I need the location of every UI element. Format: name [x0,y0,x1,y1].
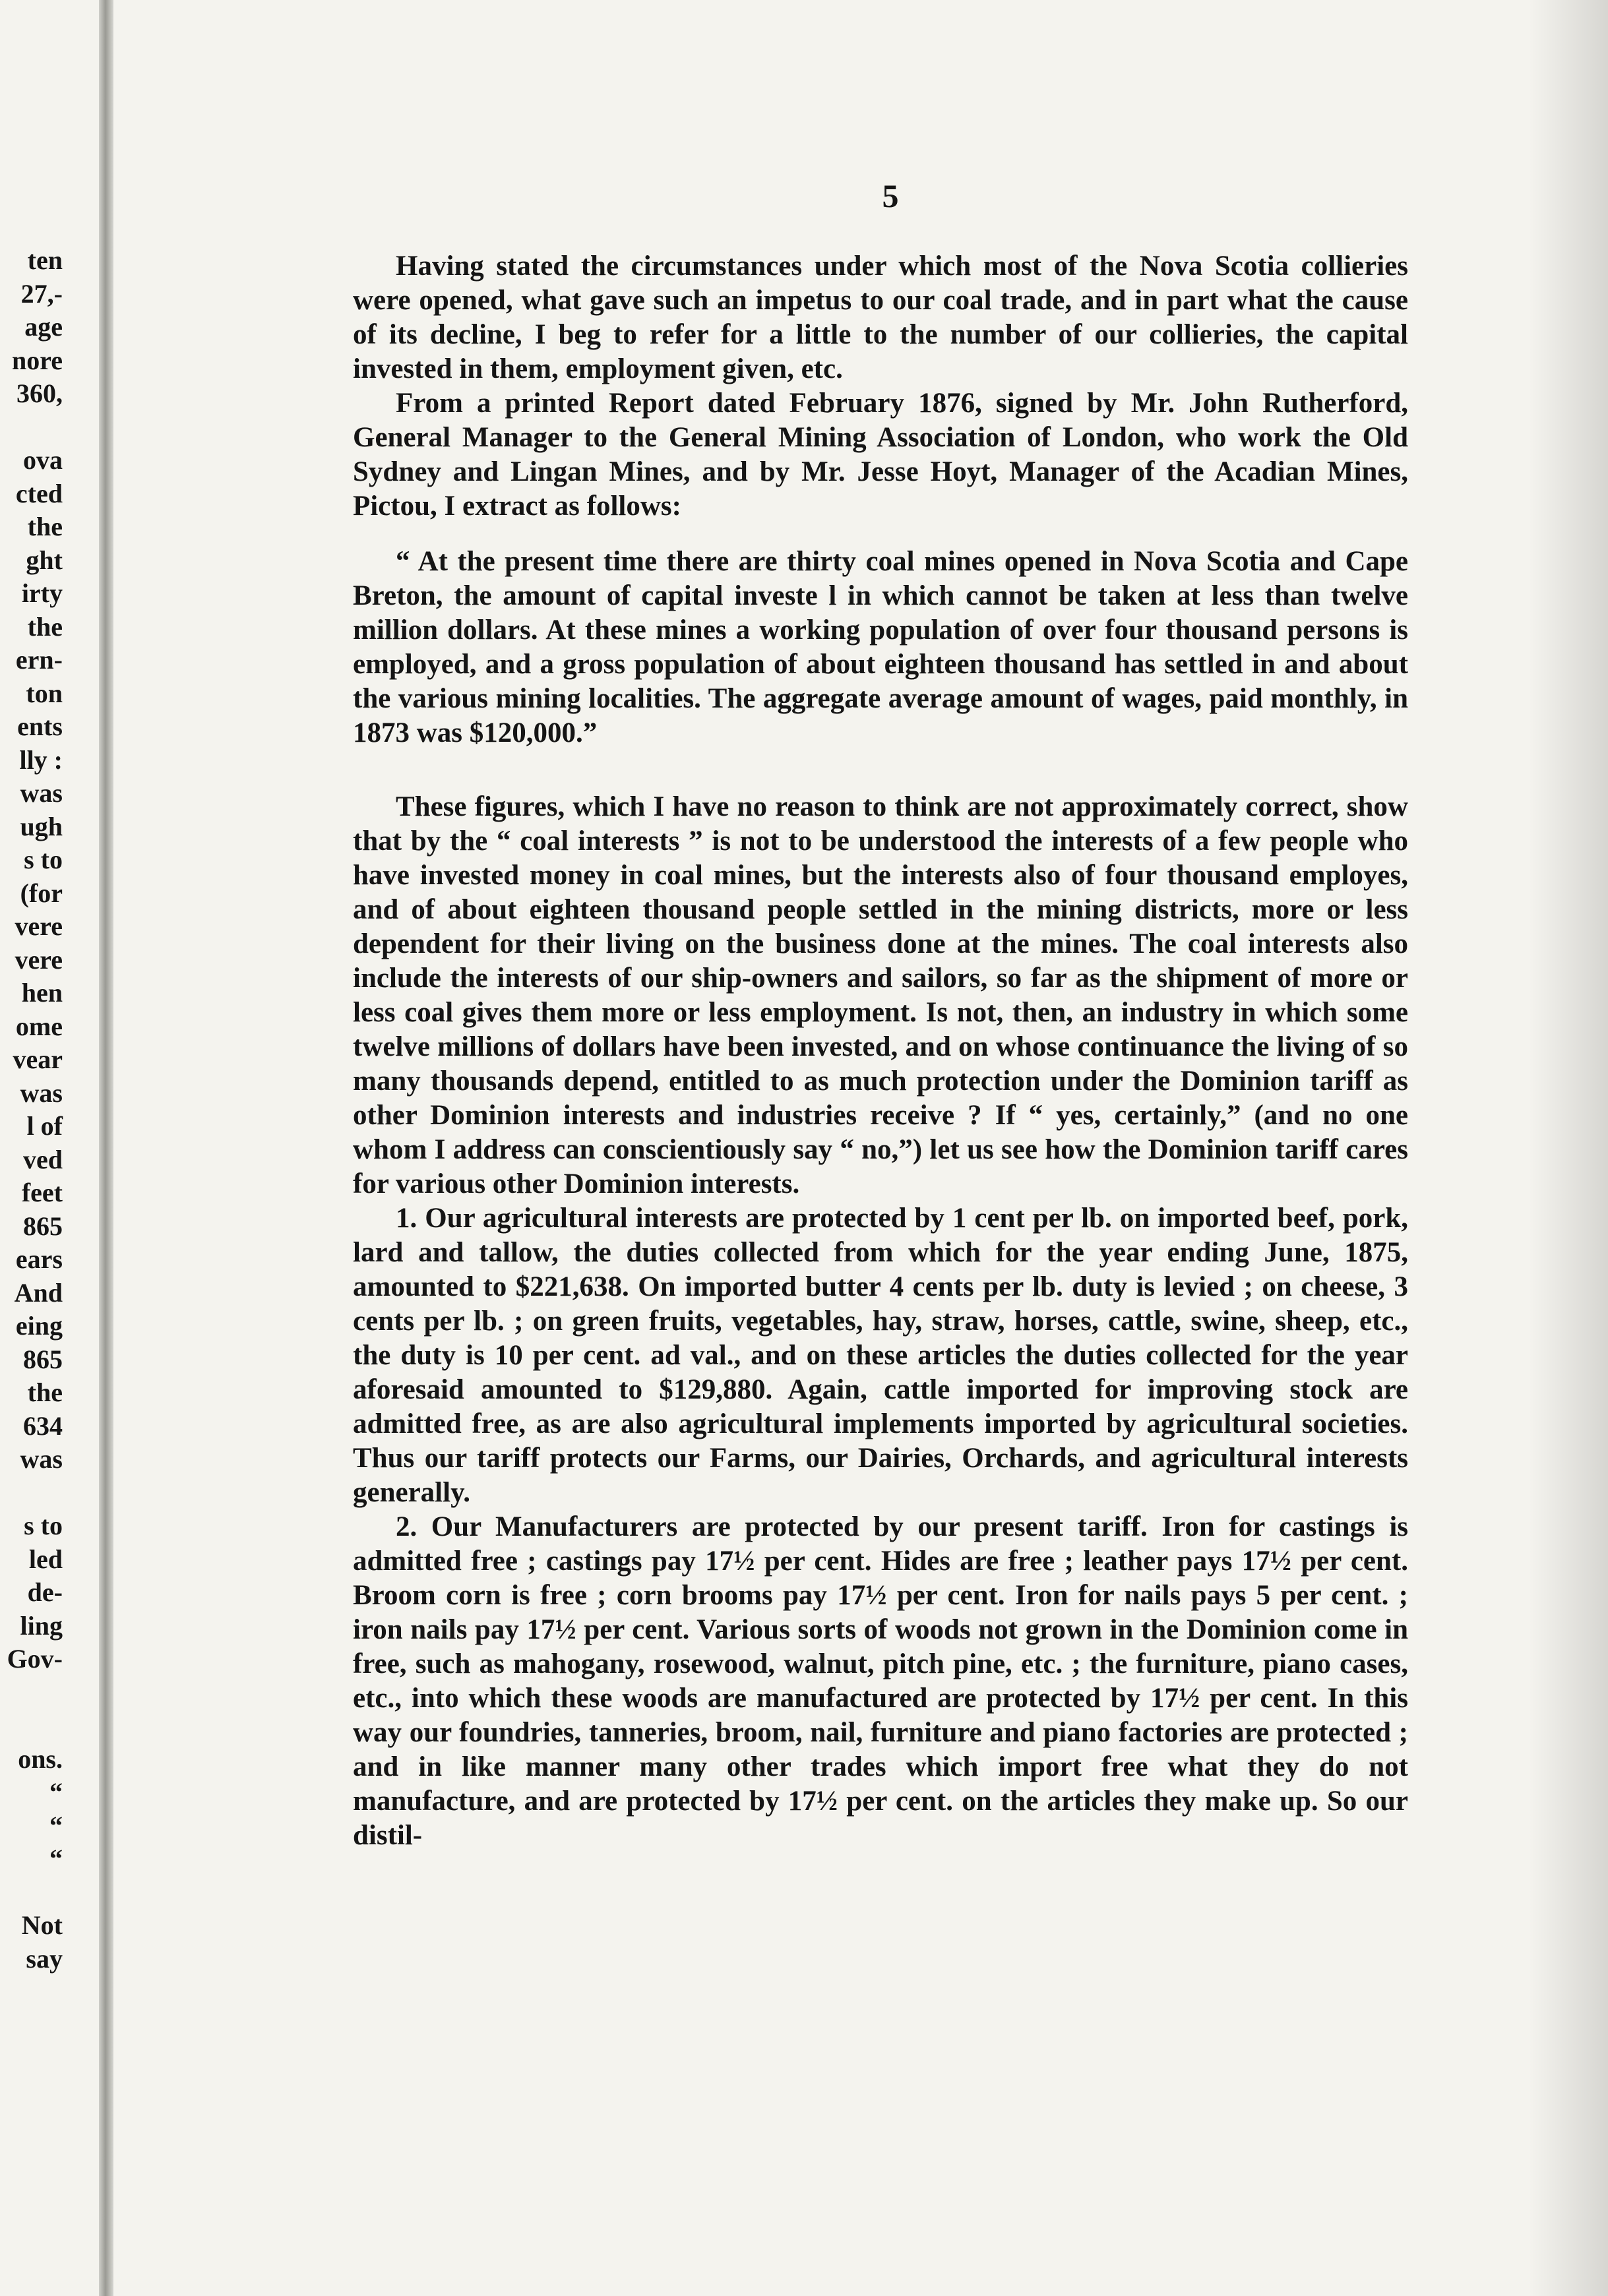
margin-fragment [0,411,63,444]
margin-fragment [0,1476,63,1510]
page-number: 5 [882,177,899,214]
page-edge-shadow [1529,0,1608,2296]
paragraph-manufacturers: 2. Our Manufacturers are protected by our present tariff. Iron for castings is admitted free ; castings pay 17½ per cent. Hides are free ; leather pays 17½ per cent. Broom corn is free ; corn brooms pay 17½ per cent. Iron for nails pays 5 per cent. ; iron nails pay 17½ per cent. Various sorts of woods not grown in the Dominion come in free, such as mahogany, rosewood, walnut, pitch pine, etc. ; the furniture, piano cases, etc., into which these woods are manufactured are protected by 17½ per cent. In this way our foundries, tanneries, broom, nail, furniture and piano factories are protected ; and in like manner many other trades which import free what they do not manufacture, and are protected by 17½ per cent. on the articles they make up. So our distil- [353,1511,1408,1851]
paragraph-quotation: “ At the present time there are thirty coal mines opened in Nova Scotia and Cape Breton, the amount of capital investe l in which cannot be taken at less than twelve million dollars. At these mines a working population of over four thousand persons is employed, and a gross population of about eighteen thousand has settled in and about the various mining localities. The aggregate average amount of wages, paid monthly, in 1873 was $120,000.” [353,546,1408,748]
margin-fragment: ova [23,445,63,475]
margin-fragment: l of [26,1111,63,1141]
margin-fragment: the [27,512,63,541]
margin-fragment: was [20,778,63,808]
margin-fragment: ons. [18,1743,63,1774]
margin-fragment: ten [27,245,63,275]
body-text [353,249,1408,1853]
margin-fragment: feet [21,1178,63,1207]
margin-fragment: nore [11,345,63,375]
margin-fragment: ents [17,711,63,741]
paragraph-figures: These figures, which I have no reason to think are not approximately correct, show that by the “ coal interests ” is not to be understood the interests of a few people who have invested money in coal mines, but the interests also of four thousand employes, and of about eighteen thousand people settled in the mining districts, more or less dependent for their living on the business done at the mines. The coal interests also include the interests of our ship-owners and sailors, so far as the shipment of more or less coal gives them more or less employment. Is not, then, an industry in which some twelve millions of dollars have been invested, and on whose continuance the living of so many thousands depend, entitled to as much protection under the Dominion tariff as other Dominion interests and industries receive ? If “ yes, certainly,” (and no one whom I address can conscientiously say “ no,”) let us see how the Dominion tariff cares for various other Dominion interests. [353,791,1408,1199]
margin-fragment: hen [21,978,63,1008]
margin-fragment: the [27,611,63,642]
margin-fragment: was [20,1444,63,1474]
margin-fragment: the [27,1377,63,1407]
margin-fragment: “ [49,1777,63,1807]
margin-fragment: ern- [15,645,63,675]
margin-fragment: 360, [16,378,63,408]
margin-fragment: ome [15,1011,63,1041]
margin-fragment: 865 [23,1344,63,1374]
margin-fragment: “ [49,1810,63,1840]
margin-fragment: 27,- [20,278,63,309]
margin-fragment: vere [15,944,63,975]
margin-fragment: eing [15,1311,63,1341]
margin-fragment: irty [21,578,63,608]
margin-fragment [0,1676,63,1710]
paragraph-intro: Having stated the circumstances under which most of the Nova Scotia collieries were opened, what gave such an impetus to our coal trade, and in part what the cause of its decline, I beg to refer for a little to the number of our collieries, the capital invested in them, employment given, etc. [353,251,1408,384]
margin-fragment: 865 [23,1211,63,1241]
margin-fragment: s to [24,1511,63,1540]
margin-fragment: s to [24,845,63,874]
margin-fragment [0,1876,63,1910]
left-page-margin-fragments [0,244,63,1976]
margin-fragment: ton [26,678,63,708]
margin-fragment: ved [23,1144,63,1174]
margin-fragment: say [26,1943,63,1974]
paragraph-agricultural: 1. Our agricultural interests are protected by 1 cent per lb. on imported beef, pork, lard and tallow, the duties collected from which for the year ending June, 1875, amounted to $221,638. On imported butter 4 cents per lb. duty is levied ; on cheese, 3 cents per lb. ; on green fruits, vegetables, hay, straw, horses, cattle, swine, sheep, etc., the duty is 10 per cent. ad val., and on these articles the duties collected for the year aforesaid amounted to $129,880. Again, cattle imported for improving stock are admitted free, as are also agricultural implements imported by agricultural societies. Thus our tariff protects our Farms, our Dairies, Orchards, and agricultural interests generally. [353,1203,1408,1508]
margin-fragment: cted [15,478,63,508]
margin-fragment: lly : [19,744,63,775]
margin-fragment: (for [20,878,63,908]
margin-fragment: “ [49,1844,63,1873]
margin-fragment: Gov- [7,1644,63,1674]
margin-fragment: led [28,1544,63,1574]
paragraph-report-source: From a printed Report dated February 1876, signed by Mr. John Rutherford, General Manager to the General Mining Association of London, who work the Old Sydney and Lingan Mines, and by Mr. Jesse Hoyt, Manager of the Acadian Mines, Pictou, I extract as follows: [353,388,1408,522]
margin-fragment: vere [15,911,63,941]
margin-fragment: Not [21,1910,63,1940]
margin-fragment: ling [20,1610,63,1641]
page-fold-shadow [99,0,113,2296]
margin-fragment: ugh [20,811,63,841]
margin-fragment [0,1709,63,1743]
margin-fragment: de- [27,1577,63,1607]
margin-fragment: 634 [23,1410,63,1441]
margin-fragment: was [20,1077,63,1108]
margin-fragment: And [14,1277,63,1308]
margin-fragment: vear [13,1044,63,1074]
margin-fragment: ght [26,545,63,575]
margin-fragment: ears [15,1244,63,1274]
margin-fragment: age [24,312,63,342]
